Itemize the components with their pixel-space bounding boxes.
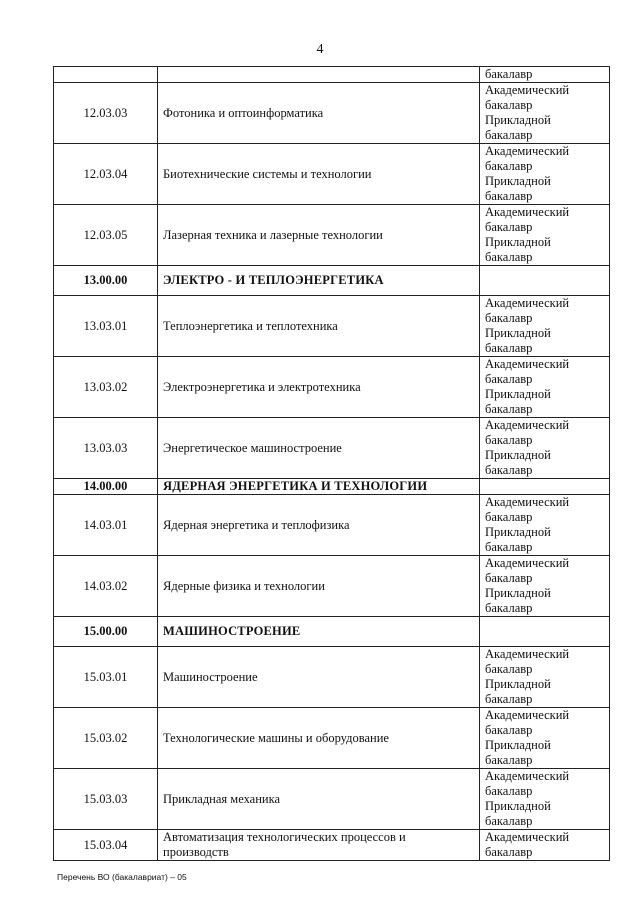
level-line: Прикладной [485, 113, 551, 127]
level-line: бакалавр [485, 372, 533, 386]
level-line: Академический [485, 830, 570, 844]
table-row [54, 144, 610, 205]
level-line: Академический [485, 144, 570, 158]
level-line: Академический [485, 357, 570, 371]
code-cell: 12.03.05 [54, 205, 158, 266]
code-cell: 15.03.02 [54, 708, 158, 769]
level-cell [480, 556, 610, 617]
table-row [54, 830, 610, 861]
name-cell: Энергетическое машиностроение [158, 418, 480, 479]
table-row [54, 769, 610, 830]
level-line: Академический [485, 647, 570, 661]
code-cell: 14.00.00 [54, 479, 158, 495]
level-cell [480, 418, 610, 479]
code-cell: 12.03.04 [54, 144, 158, 205]
level-line: Академический [485, 708, 570, 722]
level-line: Академический [485, 83, 570, 97]
level-line: Прикладной [485, 235, 551, 249]
page-number: 4 [316, 42, 324, 57]
level-line: Прикладной [485, 326, 551, 340]
code-cell [54, 67, 158, 83]
level-line: бакалавр [485, 189, 533, 203]
table-row [54, 556, 610, 617]
level-line: бакалавр [485, 540, 533, 554]
level-line: бакалавр [485, 692, 533, 706]
table-row [54, 67, 610, 83]
level-cell [480, 495, 610, 556]
code-cell: 15.03.04 [54, 830, 158, 861]
table-row [54, 708, 610, 769]
level-cell [480, 769, 610, 830]
level-line: бакалавр [485, 463, 533, 477]
level-line: бакалавр [485, 311, 533, 325]
level-cell [480, 830, 610, 861]
level-line: бакалавр [485, 128, 533, 142]
level-cell [480, 357, 610, 418]
specialties-table [53, 66, 610, 861]
code-cell: 15.03.03 [54, 769, 158, 830]
footer-note: Перечень ВО (бакалавриат) – 05 [57, 872, 187, 882]
level-line: бакалавр [485, 571, 533, 585]
level-line: Прикладной [485, 387, 551, 401]
level-line: Академический [485, 556, 570, 570]
table-row [54, 205, 610, 266]
level-cell [480, 67, 610, 83]
table-row [54, 418, 610, 479]
name-cell: МАШИНОСТРОЕНИЕ [158, 617, 480, 647]
name-cell: ЯДЕРНАЯ ЭНЕРГЕТИКА И ТЕХНОЛОГИИ [158, 479, 480, 495]
name-cell: Ядерные физика и технологии [158, 556, 480, 617]
level-line: бакалавр [485, 510, 533, 524]
table-row [54, 296, 610, 357]
level-line: Прикладной [485, 586, 551, 600]
level-line: бакалавр [485, 662, 533, 676]
table-row [54, 357, 610, 418]
level-line: Академический [485, 205, 570, 219]
name-cell: Фотоника и оптоинформатика [158, 83, 480, 144]
name-cell: ЭЛЕКТРО - И ТЕПЛОЭНЕРГЕТИКА [158, 266, 480, 296]
name-cell: Теплоэнергетика и теплотехника [158, 296, 480, 357]
level-line: Академический [485, 296, 570, 310]
section-row [54, 617, 610, 647]
level-cell [480, 144, 610, 205]
table-row [54, 647, 610, 708]
name-cell: Технологические машины и оборудование [158, 708, 480, 769]
level-line: Прикладной [485, 174, 551, 188]
name-cell: Биотехнические системы и технологии [158, 144, 480, 205]
level-cell [480, 479, 610, 495]
code-cell: 13.00.00 [54, 266, 158, 296]
level-line: бакалавр [485, 402, 533, 416]
name-cell: Прикладная механика [158, 769, 480, 830]
level-line: бакалавр [485, 159, 533, 173]
level-line: Академический [485, 418, 570, 432]
level-cell [480, 617, 610, 647]
level-line: бакалавр [485, 753, 533, 767]
code-cell: 12.03.03 [54, 83, 158, 144]
table-row [54, 83, 610, 144]
level-line: бакалавр [485, 67, 533, 81]
code-cell: 13.03.01 [54, 296, 158, 357]
level-line: бакалавр [485, 341, 533, 355]
table-row [54, 495, 610, 556]
section-row [54, 479, 610, 495]
level-line: Академический [485, 495, 570, 509]
name-cell: Машиностроение [158, 647, 480, 708]
level-line: Академический [485, 769, 570, 783]
level-line: Прикладной [485, 677, 551, 691]
code-cell: 15.00.00 [54, 617, 158, 647]
name-cell: Ядерная энергетика и теплофизика [158, 495, 480, 556]
section-row [54, 266, 610, 296]
name-cell: Лазерная техника и лазерные технологии [158, 205, 480, 266]
code-cell: 14.03.02 [54, 556, 158, 617]
name-cell: Автоматизация технологических процессов и производств [158, 830, 480, 861]
level-line: бакалавр [485, 433, 533, 447]
level-line: Прикладной [485, 738, 551, 752]
code-cell: 13.03.02 [54, 357, 158, 418]
level-cell [480, 205, 610, 266]
level-cell [480, 296, 610, 357]
level-line: бакалавр [485, 784, 533, 798]
code-cell: 14.03.01 [54, 495, 158, 556]
level-cell [480, 647, 610, 708]
level-line: бакалавр [485, 723, 533, 737]
level-line: Прикладной [485, 525, 551, 539]
level-line: бакалавр [485, 814, 533, 828]
code-cell: 15.03.01 [54, 647, 158, 708]
level-line: Прикладной [485, 448, 551, 462]
name-cell: Электроэнергетика и электротехника [158, 357, 480, 418]
level-cell [480, 266, 610, 296]
level-cell [480, 83, 610, 144]
level-line: бакалавр [485, 601, 533, 615]
table-body [54, 67, 610, 861]
level-cell [480, 708, 610, 769]
code-cell: 13.03.03 [54, 418, 158, 479]
level-line: Прикладной [485, 799, 551, 813]
name-cell [158, 67, 480, 83]
level-line: бакалавр [485, 98, 533, 112]
level-line: бакалавр [485, 845, 533, 859]
level-line: бакалавр [485, 250, 533, 264]
level-line: бакалавр [485, 220, 533, 234]
